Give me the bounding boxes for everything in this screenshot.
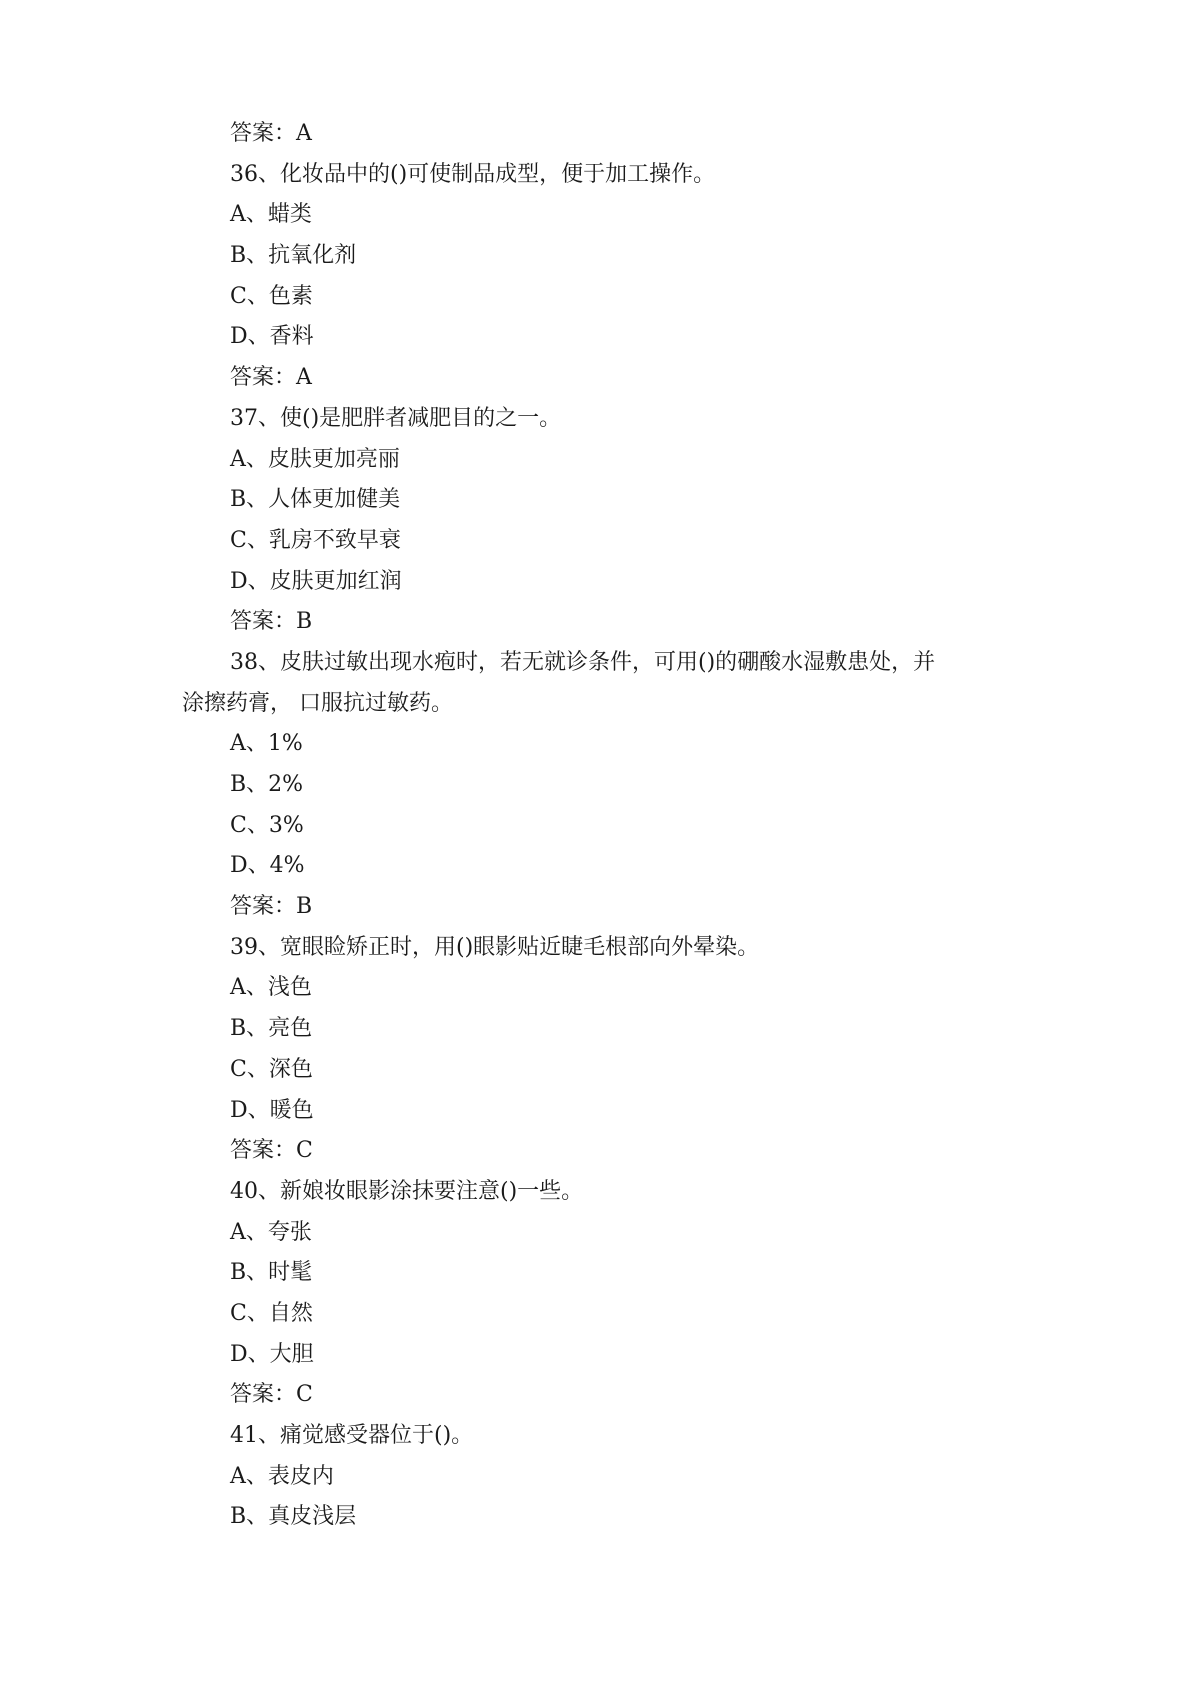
answer-line: 答案：C (230, 1138, 313, 1164)
option-line: C、色素 (230, 283, 313, 309)
answer-line: 答案：B (230, 894, 313, 920)
option-line: C、3% (230, 812, 304, 838)
option-line: C、乳房不致早衰 (230, 527, 401, 553)
option-line: A、皮肤更加亮丽 (230, 446, 400, 472)
question-37: 37、使()是肥胖者减肥目的之一。 (230, 405, 562, 431)
question-40: 40、新娘妆眼影涂抹要注意()一些。 (230, 1178, 584, 1204)
option-line: B、时髦 (230, 1260, 313, 1286)
option-line: A、1% (230, 731, 303, 757)
option-line: D、皮肤更加红润 (230, 568, 402, 594)
option-line: A、浅色 (230, 975, 312, 1001)
answer-line: 答案：B (230, 609, 313, 635)
option-line: B、抗氧化剂 (230, 243, 357, 269)
answer-line: 答案：A (230, 121, 312, 146)
option-line: C、深色 (230, 1056, 313, 1082)
question-36: 36、化妆品中的()可使制品成型，便于加工操作。 (230, 161, 716, 187)
option-line: B、2% (230, 772, 304, 797)
answer-line: 答案：A (230, 365, 312, 391)
question-list (182, 114, 1012, 1538)
question-38-continuation: 涂擦药膏， 口服抗过敏药。 (182, 690, 453, 716)
option-line: C、自然 (230, 1300, 313, 1326)
answer-line: 答案：C (230, 1382, 313, 1408)
question-41: 41、痛觉感受器位于()。 (230, 1423, 474, 1448)
option-line: D、暖色 (230, 1097, 314, 1123)
option-line: B、真皮浅层 (230, 1504, 357, 1530)
option-line: D、香料 (230, 324, 314, 350)
option-line: A、夸张 (230, 1219, 312, 1245)
option-line: D、4% (230, 853, 305, 879)
option-line: A、蜡类 (230, 202, 312, 228)
option-line: B、人体更加健美 (230, 487, 401, 513)
option-line: B、亮色 (230, 1016, 313, 1042)
option-line: D、大胆 (230, 1341, 314, 1367)
question-39: 39、宽眼睑矫正时，用()眼影贴近睫毛根部向外晕染。 (230, 934, 760, 960)
option-line: A、表皮内 (230, 1463, 334, 1489)
question-38: 38、皮肤过敏出现水疱时，若无就诊条件，可用()的硼酸水湿敷患处，并 (230, 649, 936, 675)
